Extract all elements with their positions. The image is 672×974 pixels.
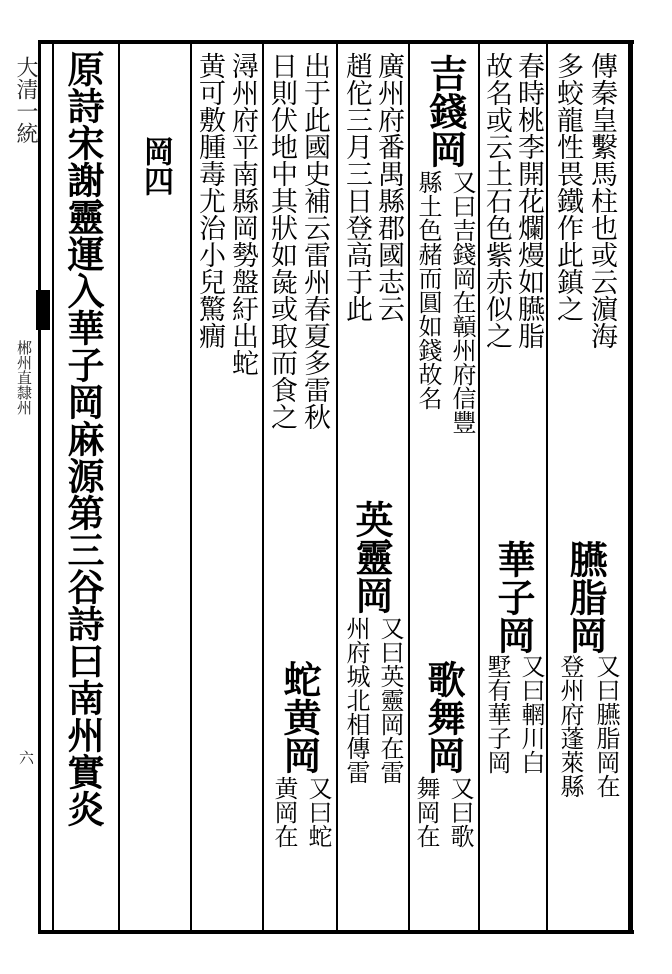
text-column: 日則伏地中其狀如彘或取而食之 bbox=[266, 52, 297, 430]
annotation-column: 登州府蓬萊縣 bbox=[556, 654, 584, 798]
heading-column: 歌舞岡 bbox=[421, 660, 466, 774]
text-column: 出于此國史補云雷州春夏多雷秋 bbox=[299, 52, 330, 430]
annotation-column: 黄岡在 bbox=[270, 776, 298, 848]
section-heading: 岡四 bbox=[138, 136, 173, 196]
right-border-rule bbox=[628, 40, 633, 934]
text-column: 黄可敷腫毒尤治小兒驚癇 bbox=[194, 52, 225, 349]
heading-column: 蛇黄岡 bbox=[277, 660, 322, 774]
text-column: 趙佗三月三日登高于此 bbox=[341, 52, 372, 322]
annotation-column: 州府城北相傳雷 bbox=[342, 616, 370, 784]
column-divider bbox=[262, 44, 264, 930]
annotation-column: 又曰歌 bbox=[446, 776, 474, 848]
text-column: 廣州府番禺縣郡國志云 bbox=[373, 52, 404, 322]
annotation-column: 又曰吉錢岡在贑州府信豐 bbox=[448, 170, 476, 434]
poem-column: 原詩宋謝靈運入華子岡麻源第三谷詩曰南州實炎 bbox=[61, 50, 105, 827]
text-column: 多蛟龍性畏鐵作此鎮之 bbox=[552, 52, 583, 322]
column-divider bbox=[546, 44, 548, 930]
fold-edge-page-number: 六 bbox=[17, 750, 35, 765]
fold-edge-section: 郴州直隸州 bbox=[15, 340, 33, 415]
spine-rule-outer bbox=[38, 40, 41, 934]
text-column: 故名或云土石色紫赤似之 bbox=[481, 52, 512, 349]
column-divider bbox=[478, 44, 480, 930]
annotation-column: 縣土色赭而圓如錢故名 bbox=[414, 170, 442, 410]
column-divider bbox=[118, 44, 120, 930]
text-column: 潯州府平南縣岡勢盤紆出蛇 bbox=[227, 52, 258, 376]
heading-column: 英靈岡 bbox=[349, 500, 394, 614]
annotation-column: 又曰輞川白 bbox=[517, 654, 545, 774]
column-divider bbox=[336, 44, 338, 930]
annotation-column: 又曰臙脂岡在 bbox=[592, 654, 620, 798]
fold-edge-title: 大清一統 bbox=[13, 56, 38, 144]
annotation-column: 墅有華子岡 bbox=[483, 654, 511, 774]
heading-column: 臙脂岡 bbox=[563, 540, 608, 654]
annotation-column: 又曰蛇 bbox=[304, 776, 332, 848]
annotation-column: 舞岡在 bbox=[412, 776, 440, 848]
annotation-column: 又曰英靈岡在雷 bbox=[376, 616, 404, 784]
bottom-border-rule bbox=[38, 930, 634, 934]
heading-column: 華子岡 bbox=[491, 540, 536, 654]
column-divider bbox=[190, 44, 192, 930]
text-column: 傳秦皇繫馬柱也或云濵海 bbox=[586, 52, 617, 349]
text-column: 春時桃李開花爛熳如臙脂 bbox=[513, 52, 544, 349]
heading-column: 吉錢岡 bbox=[423, 54, 468, 168]
fold-fishtail-mark bbox=[36, 290, 50, 330]
spine-rule-inner bbox=[52, 40, 54, 934]
column-divider bbox=[408, 44, 410, 930]
